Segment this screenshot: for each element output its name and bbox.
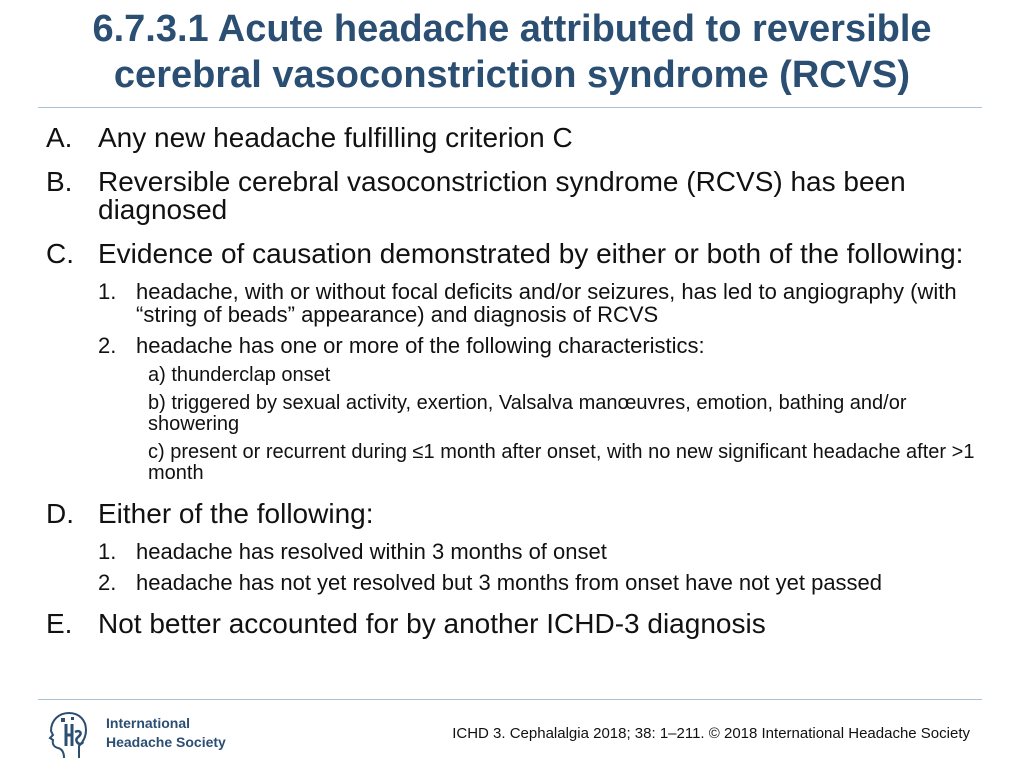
sub-criteria-list xyxy=(98,540,986,594)
criterion-d xyxy=(46,500,986,594)
criteria-list xyxy=(46,124,986,654)
logo-line-2: Headache Society xyxy=(106,734,226,750)
title-divider xyxy=(38,107,982,108)
criterion-letter: E. xyxy=(46,608,73,639)
sub-criterion-number: 1. xyxy=(98,279,117,304)
criterion-letter: D. xyxy=(46,498,74,529)
criterion-text: Reversible cerebral vasoconstriction syndrome (RCVS) has been diagnosed xyxy=(98,166,906,225)
sub-criterion-number: 1. xyxy=(98,539,117,564)
criterion-text: Any new headache fulfilling criterion C xyxy=(98,122,573,153)
sub-criterion-number: 2. xyxy=(98,570,117,595)
ihs-head-logo-icon xyxy=(42,708,102,764)
criterion-letter: B. xyxy=(46,166,73,197)
criterion-text: Not better accounted for by another ICHD-3 diagnosis xyxy=(98,608,766,639)
sub-criteria-list xyxy=(98,280,986,484)
sub-criterion-text: headache has resolved within 3 months of onset xyxy=(136,539,607,564)
logo-line-1: International xyxy=(106,715,191,731)
criterion-letter: A. xyxy=(46,122,73,153)
characteristic-item: a) thunderclap onset xyxy=(148,364,331,386)
characteristics-list xyxy=(136,365,986,484)
sub-criterion-number: 2. xyxy=(98,333,117,358)
criterion-text: Evidence of causation demonstrated by either or both of the following: xyxy=(98,238,964,269)
criterion-letter: C. xyxy=(46,238,74,269)
characteristic-item: c) present or recurrent during ≤1 month after onset, with no new significant headache after >1 month xyxy=(148,441,975,484)
criterion-c xyxy=(46,240,986,484)
slide-title: 6.7.3.1 Acute headache attributed to reversible cerebral vasoconstriction syndrome (RCVS) xyxy=(92,8,932,96)
criterion-a xyxy=(46,124,986,152)
citation-text: ICHD 3. Cephalalgia 2018; 38: 1–211. © 2018 International Headache Society xyxy=(452,725,970,742)
ihs-logo-text xyxy=(106,714,226,752)
footer-divider xyxy=(38,699,982,700)
sub-criterion-c1 xyxy=(98,280,986,326)
criterion-e xyxy=(46,610,986,638)
sub-criterion-text: headache, with or without focal deficits and/or seizures, has led to angiography (with “string of beads” appearance) and diagnosis of RCVS xyxy=(136,279,957,327)
criterion-b xyxy=(46,168,986,224)
sub-criterion-c2 xyxy=(98,334,986,484)
characteristic-item: b) triggered by sexual activity, exertion, Valsalva manœuvres, emotion, bathing and/or showering xyxy=(148,392,907,435)
criterion-text: Either of the following: xyxy=(98,498,374,529)
ihs-logo xyxy=(42,708,242,764)
sub-criterion-text: headache has one or more of the following characteristics: xyxy=(136,333,705,358)
sub-criterion-d1 xyxy=(98,540,986,563)
sub-criterion-text: headache has not yet resolved but 3 months from onset have not yet passed xyxy=(136,570,883,595)
sub-criterion-d2 xyxy=(98,571,986,594)
